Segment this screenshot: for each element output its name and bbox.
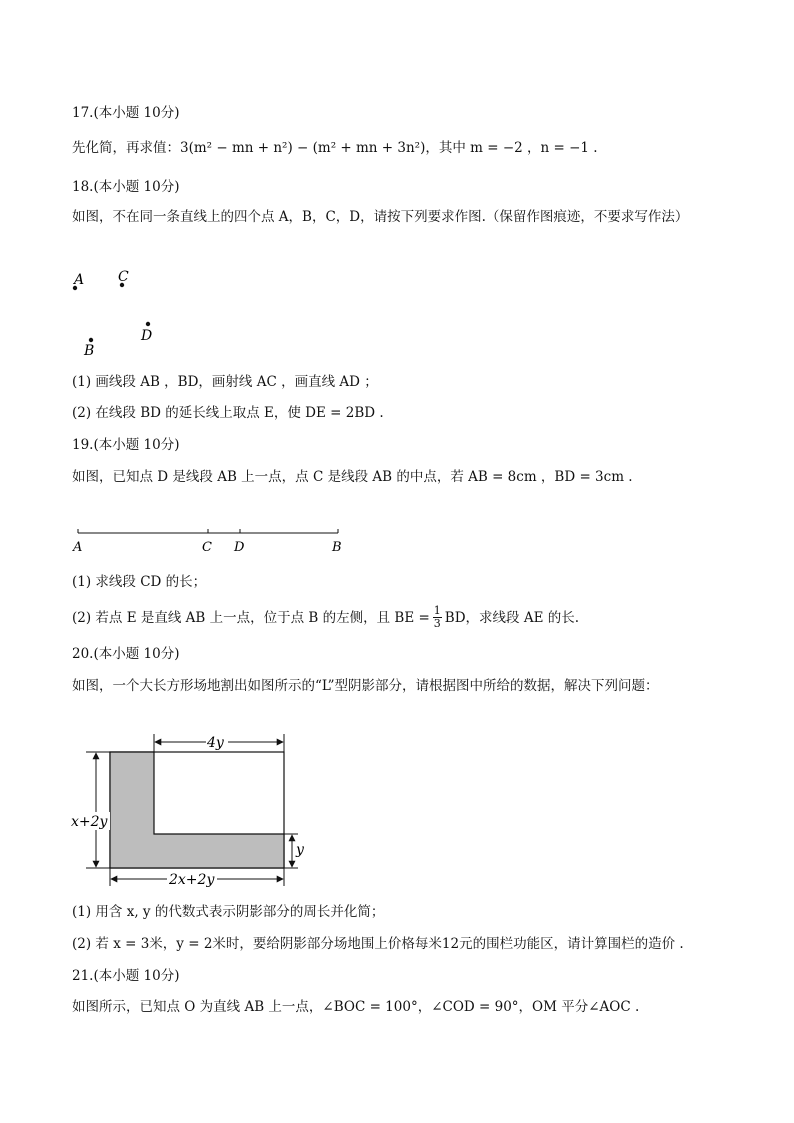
point-b-label: B	[84, 343, 95, 359]
label-a: A	[73, 540, 83, 555]
q19-part2-text-b: BD，求线段 AE 的长.	[444, 609, 580, 626]
fraction	[433, 605, 442, 630]
point-b	[89, 338, 93, 342]
q17-text: 先化简，再求值：3(m² − mn + n²) − (m² + mn + 3n²)，其中 m = −2 ，n = −1 .	[72, 140, 598, 156]
point-a-label: A	[74, 272, 85, 288]
q17-header: 17.(本小题 10分)	[72, 105, 180, 121]
label-d: D	[234, 540, 245, 555]
q20-l-shape-figure	[66, 728, 316, 896]
q19-part1: (1) 求线段 CD 的长；	[72, 574, 207, 590]
fraction-denominator: 3	[433, 617, 441, 630]
q18-text: 如图，不在同一条直线上的四个点 A，B，C，D，请按下列要求作图.（保留作图痕迹，不要求写作法）	[72, 209, 689, 225]
label-c: C	[202, 540, 212, 555]
q20-header: 20.(本小题 10分)	[72, 646, 180, 662]
q19-part2-text-a: (2) 若点 E 是直线 AB 上一点，位于点 B 的左侧，且 BE =	[72, 609, 430, 626]
point-d	[146, 322, 150, 326]
q21-header: 21.(本小题 10分)	[72, 968, 180, 984]
q19-header: 19.(本小题 10分)	[72, 437, 180, 453]
q20-text: 如图，一个大长方形场地割出如图所示的“L”型阴影部分，请根据图中所给的数据，解决下列问题：	[72, 678, 659, 694]
dim-label-right: y	[296, 842, 304, 858]
fraction-numerator: 1	[433, 604, 441, 617]
dim-label-top: 4y	[207, 735, 224, 751]
q19-part2	[72, 605, 579, 630]
dim-label-left: x+2y	[71, 814, 108, 830]
q21-text: 如图所示，已知点 O 为直线 AB 上一点，∠BOC = 100°，∠COD = 90°，OM 平分∠AOC .	[72, 999, 640, 1015]
shaded-l-region	[110, 752, 284, 868]
label-b: B	[332, 540, 342, 555]
q19-text: 如图，已知点 D 是线段 AB 上一点，点 C 是线段 AB 的中点，若 AB = 8cm ，BD = 3cm .	[72, 469, 633, 485]
point-c-label: C	[118, 269, 129, 285]
q18-header: 18.(本小题 10分)	[72, 179, 180, 195]
q20-part1: (1) 用含 x, y 的代数式表示阴影部分的周长并化简；	[72, 904, 385, 920]
q20-part2: (2) 若 x = 3米，y = 2米时，要给阴影部分场地围上价格每米12元的围栏功能区，请计算围栏的造价 .	[72, 936, 684, 952]
point-d-label: D	[141, 328, 153, 344]
dim-label-bottom: 2x+2y	[169, 872, 215, 888]
q19-segment-figure	[66, 522, 356, 558]
q18-points-figure	[60, 260, 180, 360]
q18-part2: (2) 在线段 BD 的延长线上取点 E，使 DE = 2BD .	[72, 405, 384, 421]
q18-part1: (1) 画线段 AB ，BD，画射线 AC ，画直线 AD ；	[72, 374, 378, 390]
